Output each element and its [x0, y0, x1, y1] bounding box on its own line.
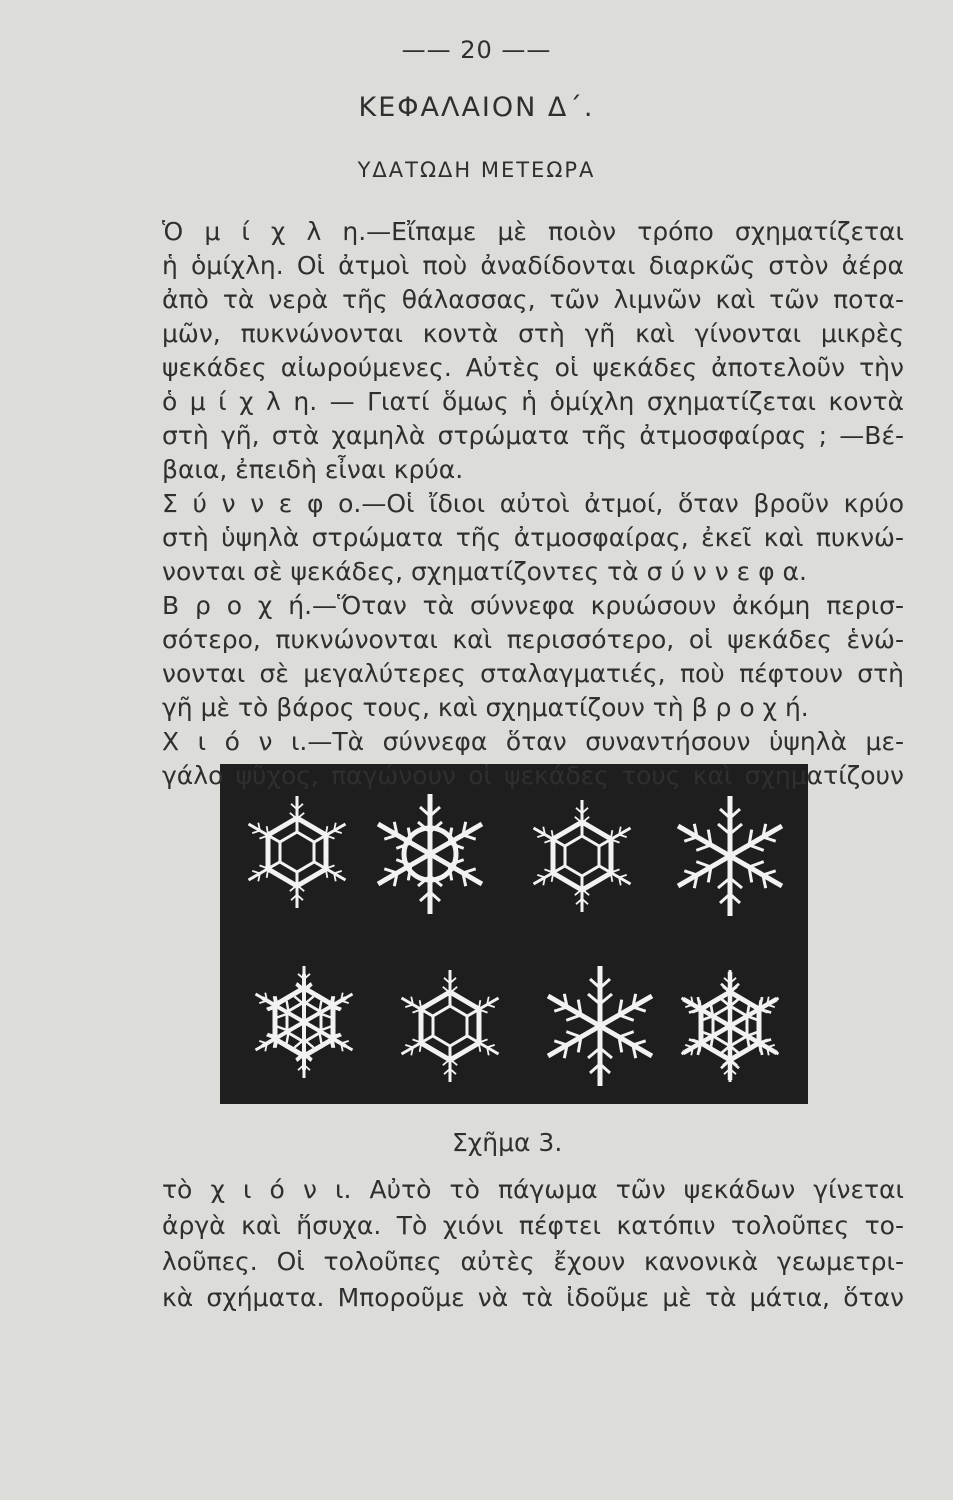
text-line: Ὁ μ ί χ λ η.—Εἴπαμε μὲ ποιὸν τρόπο σχηματίζεται [162, 217, 904, 246]
snowflakes-figure [220, 764, 808, 1104]
text-line: ἀπὸ τὰ νερὰ τῆς θάλασσας, τῶν λιμνῶν καὶ τῶν ποτα- [162, 285, 904, 314]
chapter-title: ΚΕΦΑΛΑΙΟΝ Δ΄. [358, 92, 595, 123]
section-title: ΥΔΑΤΩΔΗ ΜΕΤΕΩΡΑ [357, 158, 596, 182]
text-line: ψεκάδες αἰωρούμενες. Αὐτὲς οἱ ψεκάδες ἀποτελοῦν τὴν [162, 353, 904, 382]
text-line: Σ ύ ν ν ε φ ο.—Οἱ ἴδιοι αὐτοὶ ἀτμοί, ὅταν βροῦν κρύο [162, 489, 904, 518]
text-line: σότερο, πυκνώνονται καὶ περισσότερο, οἱ ψεκάδες ἑνώ- [162, 625, 904, 654]
text-line: γάλο ψῦχος, παγώνουν οἱ ψεκάδες τους καὶ σχηματίζουν [162, 761, 904, 790]
text-line: ὁ μ ί χ λ η. — Γιατί ὅμως ἡ ὁμίχλη σχηματίζεται κοντὰ [162, 387, 904, 416]
text-line: τὸ χ ι ό ν ι. Αὐτὸ τὸ πάγωμα τῶν ψεκάδων γίνεται [162, 1175, 904, 1204]
text-line: στὴ γῆ, στὰ χαμηλὰ στρώματα τῆς ἀτμοσφαίρας ; —Βέ- [162, 421, 904, 450]
text-line: λοῦπες. Οἱ τολοῦπες αὐτὲς ἔχουν κανονικὰ γεωμετρι- [162, 1247, 904, 1276]
snowflakes-illustration [220, 764, 808, 1104]
text-line: ἀργὰ καὶ ἥσυχα. Τὸ χιόνι πέφτει κατόπιν τολοῦπες το- [162, 1211, 904, 1240]
text-line: κὰ σχήματα. Μποροῦμε νὰ τὰ ἰδοῦμε μὲ τὰ μάτια, ὅταν [162, 1283, 904, 1312]
text-line: βαια, ἐπειδὴ εἶναι κρύα. [162, 455, 464, 484]
page-number: —— 20 —— [401, 36, 552, 64]
text-line: ἡ ὁμίχλη. Οἱ ἀτμοὶ ποὺ ἀναδίδονται διαρκῶς στὸν ἀέρα [162, 251, 904, 280]
text-line: Β ρ ο χ ή.—Ὅταν τὰ σύννεφα κρυώσουν ἀκόμη περισ- [162, 591, 904, 620]
figure-caption: Σχῆμα 3. [452, 1128, 563, 1157]
text-line: μῶν, πυκνώνονται κοντὰ στὴ γῆ καὶ γίνονται μικρὲς [162, 319, 904, 348]
text-line: Χ ι ό ν ι.—Τὰ σύννεφα ὅταν συναντήσουν ὑψηλὰ με- [162, 727, 904, 756]
text-line: στὴ ὑψηλὰ στρώματα τῆς ἀτμοσφαίρας, ἐκεῖ καὶ πυκνώ- [162, 523, 904, 552]
text-line: γῆ μὲ τὸ βάρος τους, καὶ σχηματίζουν τὴ β ρ ο χ ή. [162, 693, 809, 722]
text-line: νονται σὲ ψεκάδες, σχηματίζοντες τὰ σ ύ ν ν ε φ α. [162, 557, 807, 586]
text-line: νονται σὲ μεγαλύτερες σταλαγματιές, ποὺ πέφτουν στὴ [162, 659, 904, 688]
